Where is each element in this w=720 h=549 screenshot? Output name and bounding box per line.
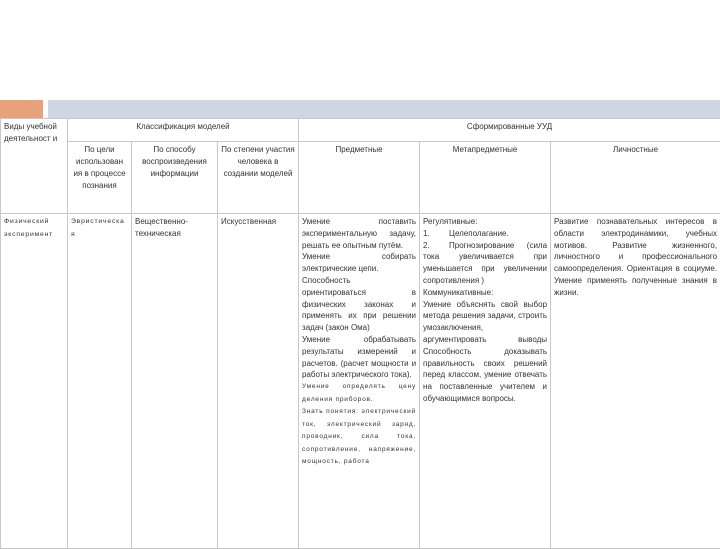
cell-metasubject xyxy=(420,214,551,549)
header-classification: Классификация моделей xyxy=(68,119,299,142)
meta-item xyxy=(423,240,547,287)
meta-item-text: Прогнозирование (сила тока увеличивается при уменьшается при увеличении сопротивления ) xyxy=(423,241,547,285)
header-subject: Предметные xyxy=(299,142,420,214)
meta-item-text: Целеполагание. xyxy=(449,229,509,238)
header-formed-uud: Сформированные УУД xyxy=(299,119,720,142)
subject-small-line: Знать понятия: электрический ток, электрический заряд, проводник, сила тока, сопротивление, напряжение, мощность, работа xyxy=(302,406,416,469)
cell-personal: Развитие познавательных интересов в области электродинамики, учебных мотивов. Развитие жизненного, личностного и профессионального самоопределения. Ориентация в социуме. Умение применять полученные знания в жизни. xyxy=(551,214,720,549)
uud-table xyxy=(0,118,720,549)
slide-top-area xyxy=(0,0,720,96)
header-metasubject: Метапредметные xyxy=(420,142,551,214)
header-by-method: По способу воспроизведения информации xyxy=(132,142,218,214)
header-by-degree: По степени участия человека в создании моделей xyxy=(218,142,299,214)
subject-line: Умение поставить экспериментальную задачу, решать ее опытным путём. xyxy=(302,216,416,251)
meta-comm-text: Умение объяснять свой выбор метода решения задачи, строить умозаключения, аргументировать выводы Способность доказывать правильность своих решений перед классом, умение отвечать на поставленные учителем и обучающимися вопросы. xyxy=(423,299,547,405)
cell-degree: Искусственная xyxy=(218,214,299,549)
subject-line: Умение обрабатывать результаты измерений и расчетов. (расчет мощности и работы электрического тока). xyxy=(302,334,416,381)
accent-block xyxy=(0,100,43,118)
cell-subject xyxy=(299,214,420,549)
header-row-1 xyxy=(1,119,720,142)
header-band xyxy=(48,100,720,118)
header-by-goal: По цели использован ия в процессе познания xyxy=(68,142,132,214)
subject-line: Способность ориентироваться в физических законах и применять их при решении задач (закон Ома) xyxy=(302,275,416,334)
cell-method: Вещественно-техническая xyxy=(132,214,218,549)
meta-item-num: 2. xyxy=(423,240,449,252)
cell-kind: Физический эксперимент xyxy=(1,214,68,549)
subject-line: Умение собирать электрические цепи. xyxy=(302,251,416,275)
table-row xyxy=(1,214,720,549)
meta-regulative: Регулятивные: xyxy=(423,216,547,228)
meta-item xyxy=(423,228,547,240)
header-row-2 xyxy=(1,142,720,214)
subject-small-line: Умение определять цену деления приборов. xyxy=(302,381,416,406)
cell-goal: Эвристическа я xyxy=(68,214,132,549)
header-personal: Личностные xyxy=(551,142,720,214)
meta-communicative: Коммуникативные: xyxy=(423,287,547,299)
header-kinds: Виды учебной деятельност и xyxy=(1,119,68,214)
meta-item-num: 1. xyxy=(423,228,449,240)
